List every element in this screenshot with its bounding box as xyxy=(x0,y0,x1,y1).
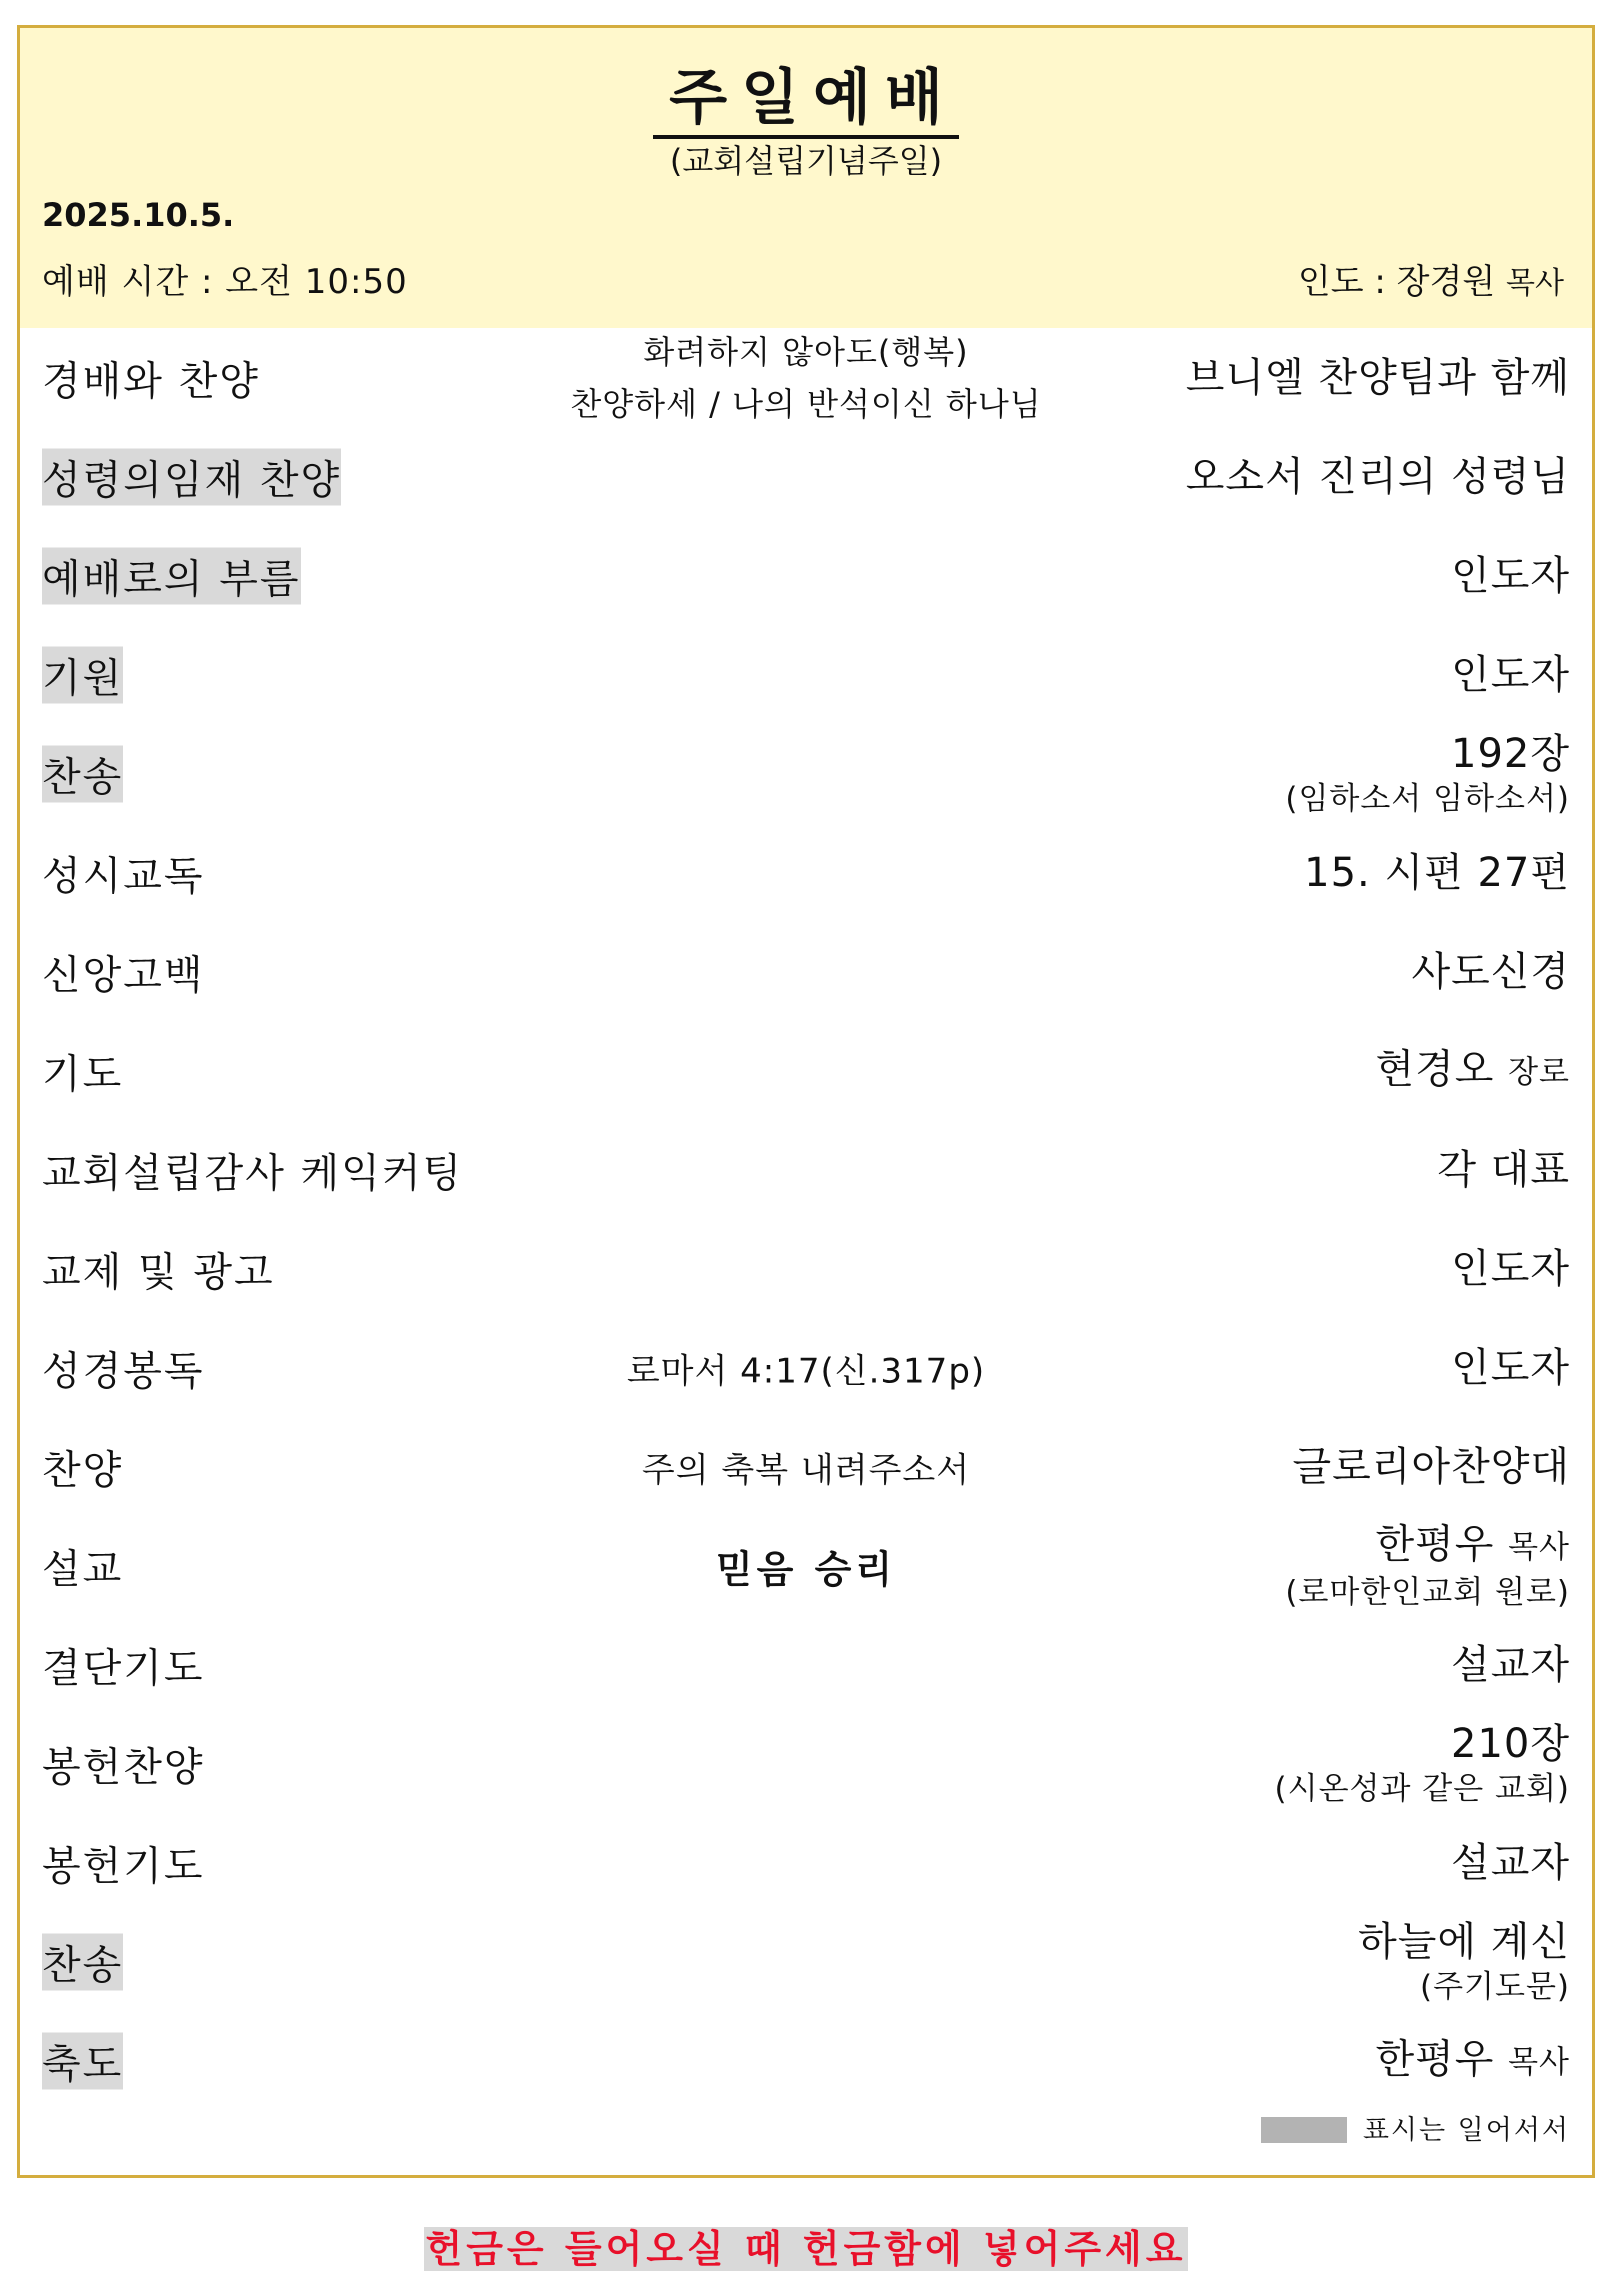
order-person xyxy=(1285,1519,1570,1612)
order-label-standing: 성령의임재 찬양 xyxy=(42,448,341,505)
order-person xyxy=(1375,1044,1570,1097)
order-label: 성경봉독 xyxy=(42,1348,205,1394)
order-row xyxy=(20,823,1592,922)
order-person xyxy=(1285,729,1570,819)
legend-swatch xyxy=(1261,2117,1347,2143)
order-person: 글로리아찬양대 xyxy=(1292,1443,1570,1490)
service-date: 2025.10.5. xyxy=(42,196,235,234)
hymn-title: 하늘에 계신 xyxy=(1358,1918,1570,1965)
person-name: 현경오 xyxy=(1375,1046,1495,1092)
order-detail-line: 화려하지 않아도(행복) xyxy=(643,332,969,371)
person-name: 한평우 xyxy=(1375,1521,1495,1567)
sermon-title: 믿음 승리 xyxy=(715,1547,897,1591)
order-row xyxy=(20,1912,1592,2011)
order-person: 인도자 xyxy=(1451,651,1570,698)
order-person xyxy=(1275,1719,1570,1809)
order-row xyxy=(20,1219,1592,1318)
hymn-title: (시온성과 같은 교회) xyxy=(1274,1770,1570,1807)
hymn-note: (주기도문) xyxy=(1420,1968,1570,2005)
service-time: 예배 시간 : 오전 10:50 xyxy=(42,262,408,302)
order-person: 인도자 xyxy=(1451,1344,1570,1391)
anthem-title: 주의 축복 내려주소서 xyxy=(641,1450,971,1490)
order-row xyxy=(20,526,1592,625)
order-label: 찬양 xyxy=(42,1447,124,1493)
order-label: 교회설립감사 케익커팅 xyxy=(42,1150,464,1196)
page-title: 주일예배 xyxy=(653,63,959,139)
order-row xyxy=(20,625,1592,724)
hymn-title: (임하소서 임하소서) xyxy=(1285,780,1570,817)
order-label: 봉헌기도 xyxy=(42,1843,205,1889)
bulletin-header xyxy=(20,28,1592,328)
order-row xyxy=(20,922,1592,1021)
scripture-reference: 로마서 4:17(신.317p) xyxy=(626,1351,986,1391)
order-label: 설교 xyxy=(42,1546,124,1592)
person-name: 한평우 xyxy=(1375,2036,1495,2082)
leader-title: 목사 xyxy=(1506,266,1564,301)
order-person: 15. 시편 27편 xyxy=(1304,849,1570,896)
order-person: 설교자 xyxy=(1451,1641,1570,1688)
order-row xyxy=(20,328,1592,427)
order-label: 결단기도 xyxy=(42,1645,205,1691)
order-label-standing: 찬송 xyxy=(42,745,123,802)
page-subtitle: (교회설립기념주일) xyxy=(669,142,943,180)
service-leader xyxy=(1298,254,1564,303)
order-label: 성시교독 xyxy=(42,853,205,899)
order-label: 경배와 찬양 xyxy=(42,358,260,404)
order-detail-line: 찬양하세 / 나의 반석이신 하나님 xyxy=(570,384,1042,423)
standing-legend xyxy=(1261,2108,1570,2147)
order-label: 기도 xyxy=(42,1051,124,1097)
offering-notice xyxy=(0,2218,1612,2273)
person-title: 목사 xyxy=(1508,1529,1570,1565)
order-person: 인도자 xyxy=(1451,1245,1570,1292)
hymn-number: 192장 xyxy=(1451,730,1570,777)
order-label: 교제 및 광고 xyxy=(42,1249,275,1295)
bulletin-frame xyxy=(17,25,1595,2178)
order-person: 인도자 xyxy=(1451,552,1570,599)
leader-name: 인도 : 장경원 xyxy=(1297,262,1496,302)
order-person xyxy=(1358,1917,1570,2007)
person-title: 장로 xyxy=(1508,1054,1570,1090)
order-label-standing: 기원 xyxy=(42,646,123,703)
order-person: 설교자 xyxy=(1451,1839,1570,1886)
order-row xyxy=(20,1714,1592,1813)
order-label: 신앙고백 xyxy=(42,952,205,998)
person-title: 목사 xyxy=(1508,2044,1570,2080)
order-person: 오소서 진리의 성령님 xyxy=(1185,453,1570,500)
order-row xyxy=(20,1318,1592,1417)
order-row xyxy=(20,1813,1592,1912)
order-label-standing: 축도 xyxy=(42,2032,123,2089)
order-person: 사도신경 xyxy=(1411,948,1570,995)
order-label-standing: 찬송 xyxy=(42,1933,123,1990)
hymn-number: 210장 xyxy=(1451,1720,1570,1767)
order-label: 봉헌찬양 xyxy=(42,1744,205,1790)
person-affiliation: (로마한인교회 원로) xyxy=(1285,1574,1570,1610)
order-person: 각 대표 xyxy=(1437,1146,1570,1193)
order-label-standing: 예배로의 부름 xyxy=(42,547,301,604)
order-row xyxy=(20,2011,1592,2110)
legend-text: 표시는 일어서서 xyxy=(1362,2115,1570,2146)
order-person: 브니엘 찬양팀과 함께 xyxy=(1185,354,1570,401)
order-row xyxy=(20,1021,1592,1120)
order-row xyxy=(20,1120,1592,1219)
offering-notice-text: 헌금은 들어오실 때 헌금함에 넣어주세요 xyxy=(425,2227,1187,2271)
order-row xyxy=(20,1417,1592,1516)
order-row xyxy=(20,724,1592,823)
order-row xyxy=(20,1516,1592,1615)
order-row xyxy=(20,427,1592,526)
order-row xyxy=(20,1615,1592,1714)
order-person xyxy=(1375,2034,1570,2087)
